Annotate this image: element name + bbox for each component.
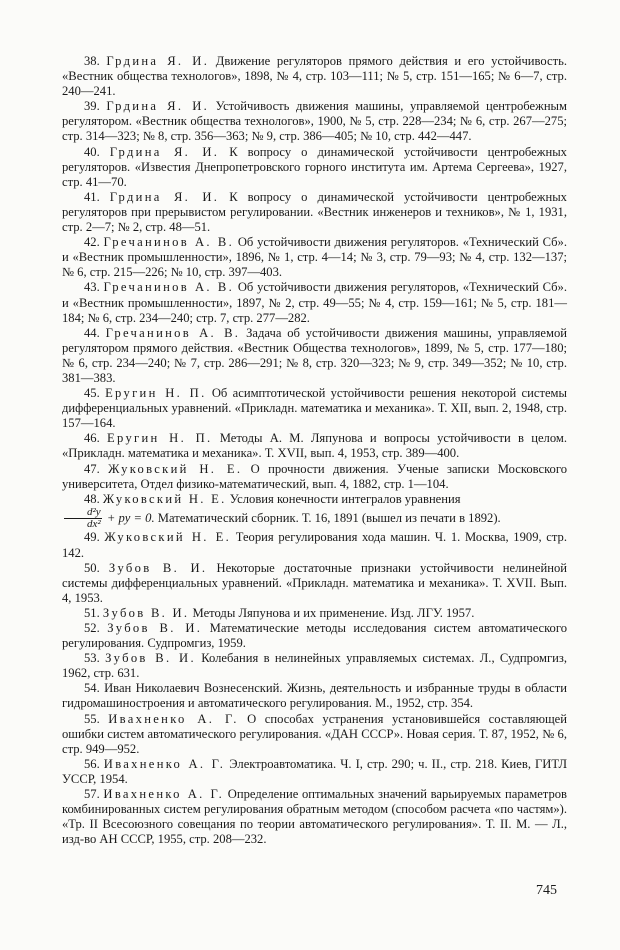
reference-item: 52. Зубов В. И. Математические методы исследования систем автоматического регулирования. Судпромгиз, 1959. xyxy=(62,620,568,651)
reference-item: 41. Грдина Я. И. К вопросу о динамической устойчивости центробежных регуляторов при прерывистом регулировании. «Вестник инженеров и техников», № 1, 1931, стр. 2—7; № 2, стр. 48—51. xyxy=(62,189,567,235)
page-number: 745 xyxy=(536,883,557,898)
reference-item: 42. Гречанинов А. В. Об устойчивости движения регуляторов. «Технический Сб». и «Вестник промышленности», 1896, № 1, стр. 4—14; № 3, стр. 79—93; № 4, стр. 132—137; № 6, стр. 215—226; № 10, стр. 397—403. xyxy=(62,235,567,280)
reference-item: 51. Зубов В. И. Методы Ляпунова и их применение. Изд. ЛГУ. 1957. xyxy=(84,605,475,620)
reference-item: 57. Ивахненко А. Г. Определение оптимальных значений варьируемых параметров комбинированных систем регулирования обратным методом (способом расчета «по частям»). «Тр. II Всесоюзного совещания по теории автоматического регулирования». Т. II. М. — Л., изд-во АН СССР, 1955, стр. 208—232. xyxy=(62,787,567,847)
reference-item: 39. Грдина Я. И. Устойчивость движения машины, управляемой центробежным регулятором. «Вестник общества технологов», 1900, № 5, стр. 228—234; № 6, стр. 267—275; стр. 314—323; № 8, стр. 356—363; № 9, стр. 386—405; № 10, стр. 442—447. xyxy=(62,99,567,144)
reference-text: Колебания в нелинейных управляемых системах. Л., Судпромгиз, 1962, стр. 631. xyxy=(62,651,567,681)
reference-text: Теория регулирования хода машин. Ч. 1. Москва, 1909, стр. 142. xyxy=(62,530,567,560)
reference-author: Грдина Я. И. xyxy=(109,189,220,204)
reference-author: Ивахненко А. Г. xyxy=(103,787,225,802)
reference-text: К вопросу о динамической устойчивости центробежных регуляторов. «Известия Днепропетровского горного института им. Артема Сергеева», 1927, стр. 41—70. xyxy=(62,144,567,189)
reference-author: Еругин Н. П. xyxy=(105,386,207,401)
reference-item: 47. Жуковский Н. Е. О прочности движения. Ученые записки Московского университета, Отдел физико-математический, вып. 4, 1882, стр. 1—104. xyxy=(62,461,567,491)
reference-text: Электроавтоматика. Ч. I, стр. 290; ч. II., стр. 218. Киев, ГИТЛ УССР, 1954. xyxy=(62,756,567,786)
reference-item-with-formula: 48. Жуковский Н. Е. Условия конечности интегралов уравнения $\frac{\text{d²y}}{\text{dx²}}$ + py = 0. Математический сборник. Т. 16, 1891 (вышел из печати в 1892). xyxy=(62,492,567,531)
reference-text: О способах устранения установившейся составляющей ошибки систем автоматического регулирования. «ДАН СССР». Новая серия. Т. 87, 1952, № 6, стр. 949—952. xyxy=(62,711,568,756)
reference-item: 43. Гречанинов А. В. Об устойчивости движения регуляторов, «Технический Сб». и «Вестник промышленности», 1897, № 2, стр. 49—55; № 4, стр. 159—161; № 5, стр. 181—184; № 6, стр. 234—240; стр. 7, стр. 277—282. xyxy=(62,280,567,325)
reference-author: Гречанинов А. В. xyxy=(105,325,241,340)
reference-text: Математические методы исследования систем автоматического регулирования. Судпромгиз, 1959. xyxy=(62,620,568,651)
reference-author: Зубов В. И. xyxy=(102,605,190,620)
reference-text: Математический сборник. Т. 16, 1891 (вышел из печати в 1892). xyxy=(154,510,501,525)
reference-text: Методы Ляпунова и их применение. Изд. ЛГУ. 1957. xyxy=(189,605,475,620)
reference-author: Зубов В. И. xyxy=(105,651,196,666)
reference-item: 53. Зубов В. И. Колебания в нелинейных управляемых системах. Л., Судпромгиз, 1962, стр. 631. xyxy=(62,651,567,681)
reference-text: Задача об устойчивости движения машины, управляемой регулятором прямого действия. «Вестник Общества технологов», 1899, № 5, стр. 177—180; № 6, стр. 234—240; № 7, стр. 286—291; № 8, стр. 320—323; № 9, стр. 349—352; № 10, стр. 381—383. xyxy=(62,325,567,385)
reference-item: 40. Грдина Я. И. К вопросу о динамической устойчивости центробежных регуляторов. «Известия Днепропетровского горного института им. Артема Сергеева», 1927, стр. 41—70. xyxy=(62,144,567,189)
reference-text: Иван Николаевич Вознесенский. Жизнь, деятельность и избранные труды в области гидромашиностроения и автоматического регулирования. М., 1952, стр. 354. xyxy=(62,681,567,711)
reference-author: Гречанинов А. В. xyxy=(103,235,235,250)
reference-text: О прочности движения. Ученые записки Московского университета, Отдел физико-математический, вып. 4, 1882, стр. 1—104. xyxy=(62,461,567,491)
reference-text: Устойчивость движения машины, управляемой центробежным регулятором. «Вестник общества технологов», 1900, № 5, стр. 228—234; № 6, стр. 267—275; стр. 314—323; № 8, стр. 356—363; № 9, стр. 386—405; № 10, стр. 442—447. xyxy=(62,99,567,144)
reference-item: 55. Ивахненко А. Г. О способах устранения установившейся составляющей ошибки систем автоматического регулирования. «ДАН СССР». Новая серия. Т. 87, 1952, № 6, стр. 949—952. xyxy=(62,711,568,756)
reference-item: 49. Жуковский Н. Е. Теория регулирования хода машин. Ч. 1. Москва, 1909, стр. 142. xyxy=(62,530,567,560)
reference-text: Некоторые достаточные признаки устойчивости нелинейной системы дифференциальных уравнений. «Прикладн. математика и механика». Т. XVII. Вып. 4, 1953. xyxy=(62,560,568,605)
reference-text: Об устойчивости движения регуляторов, «Технический Сб». и «Вестник промышленности», 1897, № 2, стр. 49—55; № 4, стр. 159—161; № 5, стр. 181—184; № 6, стр. 234—240; стр. 7, стр. 277—282. xyxy=(62,280,567,325)
reference-item: 56. Ивахненко А. Г. Электроавтоматика. Ч. I, стр. 290; ч. II., стр. 218. Киев, ГИТЛ УССР, 1954. xyxy=(62,756,567,786)
reference-author: Грдина Я. И. xyxy=(106,99,210,114)
reference-author: Жуковский Н. Е. xyxy=(104,530,232,545)
reference-author: Зубов В. И. xyxy=(108,560,208,575)
reference-author: Гречанинов А. В. xyxy=(103,280,235,295)
reference-text: Движение регуляторов прямого действия и его устойчивость. «Вестник общества технологов», 1898, № 4, стр. 103—111; № 5, стр. 151—165; № 6—7, стр. 240—241. xyxy=(62,54,567,99)
reference-text: Определение оптимальных значений варьируемых параметров комбинированных систем регулирования обратным методом (способом расчета «по частям»). «Тр. II Всесоюзного совещания по теории автоматического регулирования». Т. II. М. — Л., изд-во АН СССР, 1955, стр. 208—232. xyxy=(62,787,567,847)
reference-list xyxy=(62,54,567,847)
formula-fraction: $\frac{\text{d²y}}{\text{dx²}}$ xyxy=(64,507,102,530)
reference-text: Об устойчивости движения регуляторов. «Технический Сб». и «Вестник промышленности», 1896, № 1, стр. 4—14; № 3, стр. 79—93; № 4, стр. 132—137; № 6, стр. 215—226; № 10, стр. 397—403. xyxy=(62,235,567,280)
reference-author: Зубов В. И. xyxy=(107,620,203,635)
reference-author: Ивахненко А. Г. xyxy=(108,711,239,726)
reference-item: 45. Еругин Н. П. Об асимптотической устойчивости решения некоторой системы дифференциальных уравнений. «Прикладн. математика и механика». Т. XII, вып. 2, 1948, стр. 157—164. xyxy=(62,386,567,431)
reference-text: Об асимптотической устойчивости решения некоторой системы дифференциальных уравнений. «Прикладн. математика и механика». Т. XII, вып. 2, 1948, стр. 157—164. xyxy=(62,386,567,431)
reference-item: 50. Зубов В. И. Некоторые достаточные признаки устойчивости нелинейной системы дифференциальных уравнений. «Прикладн. математика и механика». Т. XVII. Вып. 4, 1953. xyxy=(62,560,568,605)
reference-text: К вопросу о динамической устойчивости центробежных регуляторов при прерывистом регулировании. «Вестник инженеров и техников», № 1, 1931, стр. 2—7; № 2, стр. 48—51. xyxy=(62,189,567,235)
reference-item: 38. Грдина Я. И. Движение регуляторов прямого действия и его устойчивость. «Вестник общества технологов», 1898, № 4, стр. 103—111; № 5, стр. 151—165; № 6—7, стр. 240—241. xyxy=(62,54,567,99)
reference-item: 54. Иван Николаевич Вознесенский. Жизнь, деятельность и избранные труды в области гидромашиностроения и автоматического регулирования. М., 1952, стр. 354. xyxy=(62,681,567,711)
reference-item: 44. Гречанинов А. В. Задача об устойчивости движения машины, управляемой регулятором прямого действия. «Вестник Общества технологов», 1899, № 5, стр. 177—180; № 6, стр. 234—240; № 7, стр. 286—291; № 8, стр. 320—323; № 9, стр. 349—352; № 10, стр. 381—383. xyxy=(62,325,567,385)
reference-text: Условия конечности интегралов уравнения xyxy=(226,491,461,506)
reference-author: Жуковский Н. Е. xyxy=(102,491,227,506)
differential-equation: $\frac{\text{d²y}}{\text{dx²}}$ + py = 0. xyxy=(62,511,155,525)
reference-author: Жуковский Н. Е. xyxy=(108,461,243,476)
reference-author: Ивахненко А. Г. xyxy=(103,756,226,771)
reference-author: Грдина Я. И. xyxy=(109,144,220,159)
reference-author: Еругин Н. П. xyxy=(107,431,213,446)
reference-item: 46. Еругин Н. П. Методы А. М. Ляпунова и вопросы устойчивости в целом. «Прикладн. математика и механика». Т. XVII, вып. 4, 1953, стр. 389—400. xyxy=(62,431,567,461)
reference-text: Методы А. М. Ляпунова и вопросы устойчивости в целом. «Прикладн. математика и механика». Т. XVII, вып. 4, 1953, стр. 389—400. xyxy=(62,431,567,461)
reference-author: Грдина Я. И. xyxy=(106,54,210,68)
